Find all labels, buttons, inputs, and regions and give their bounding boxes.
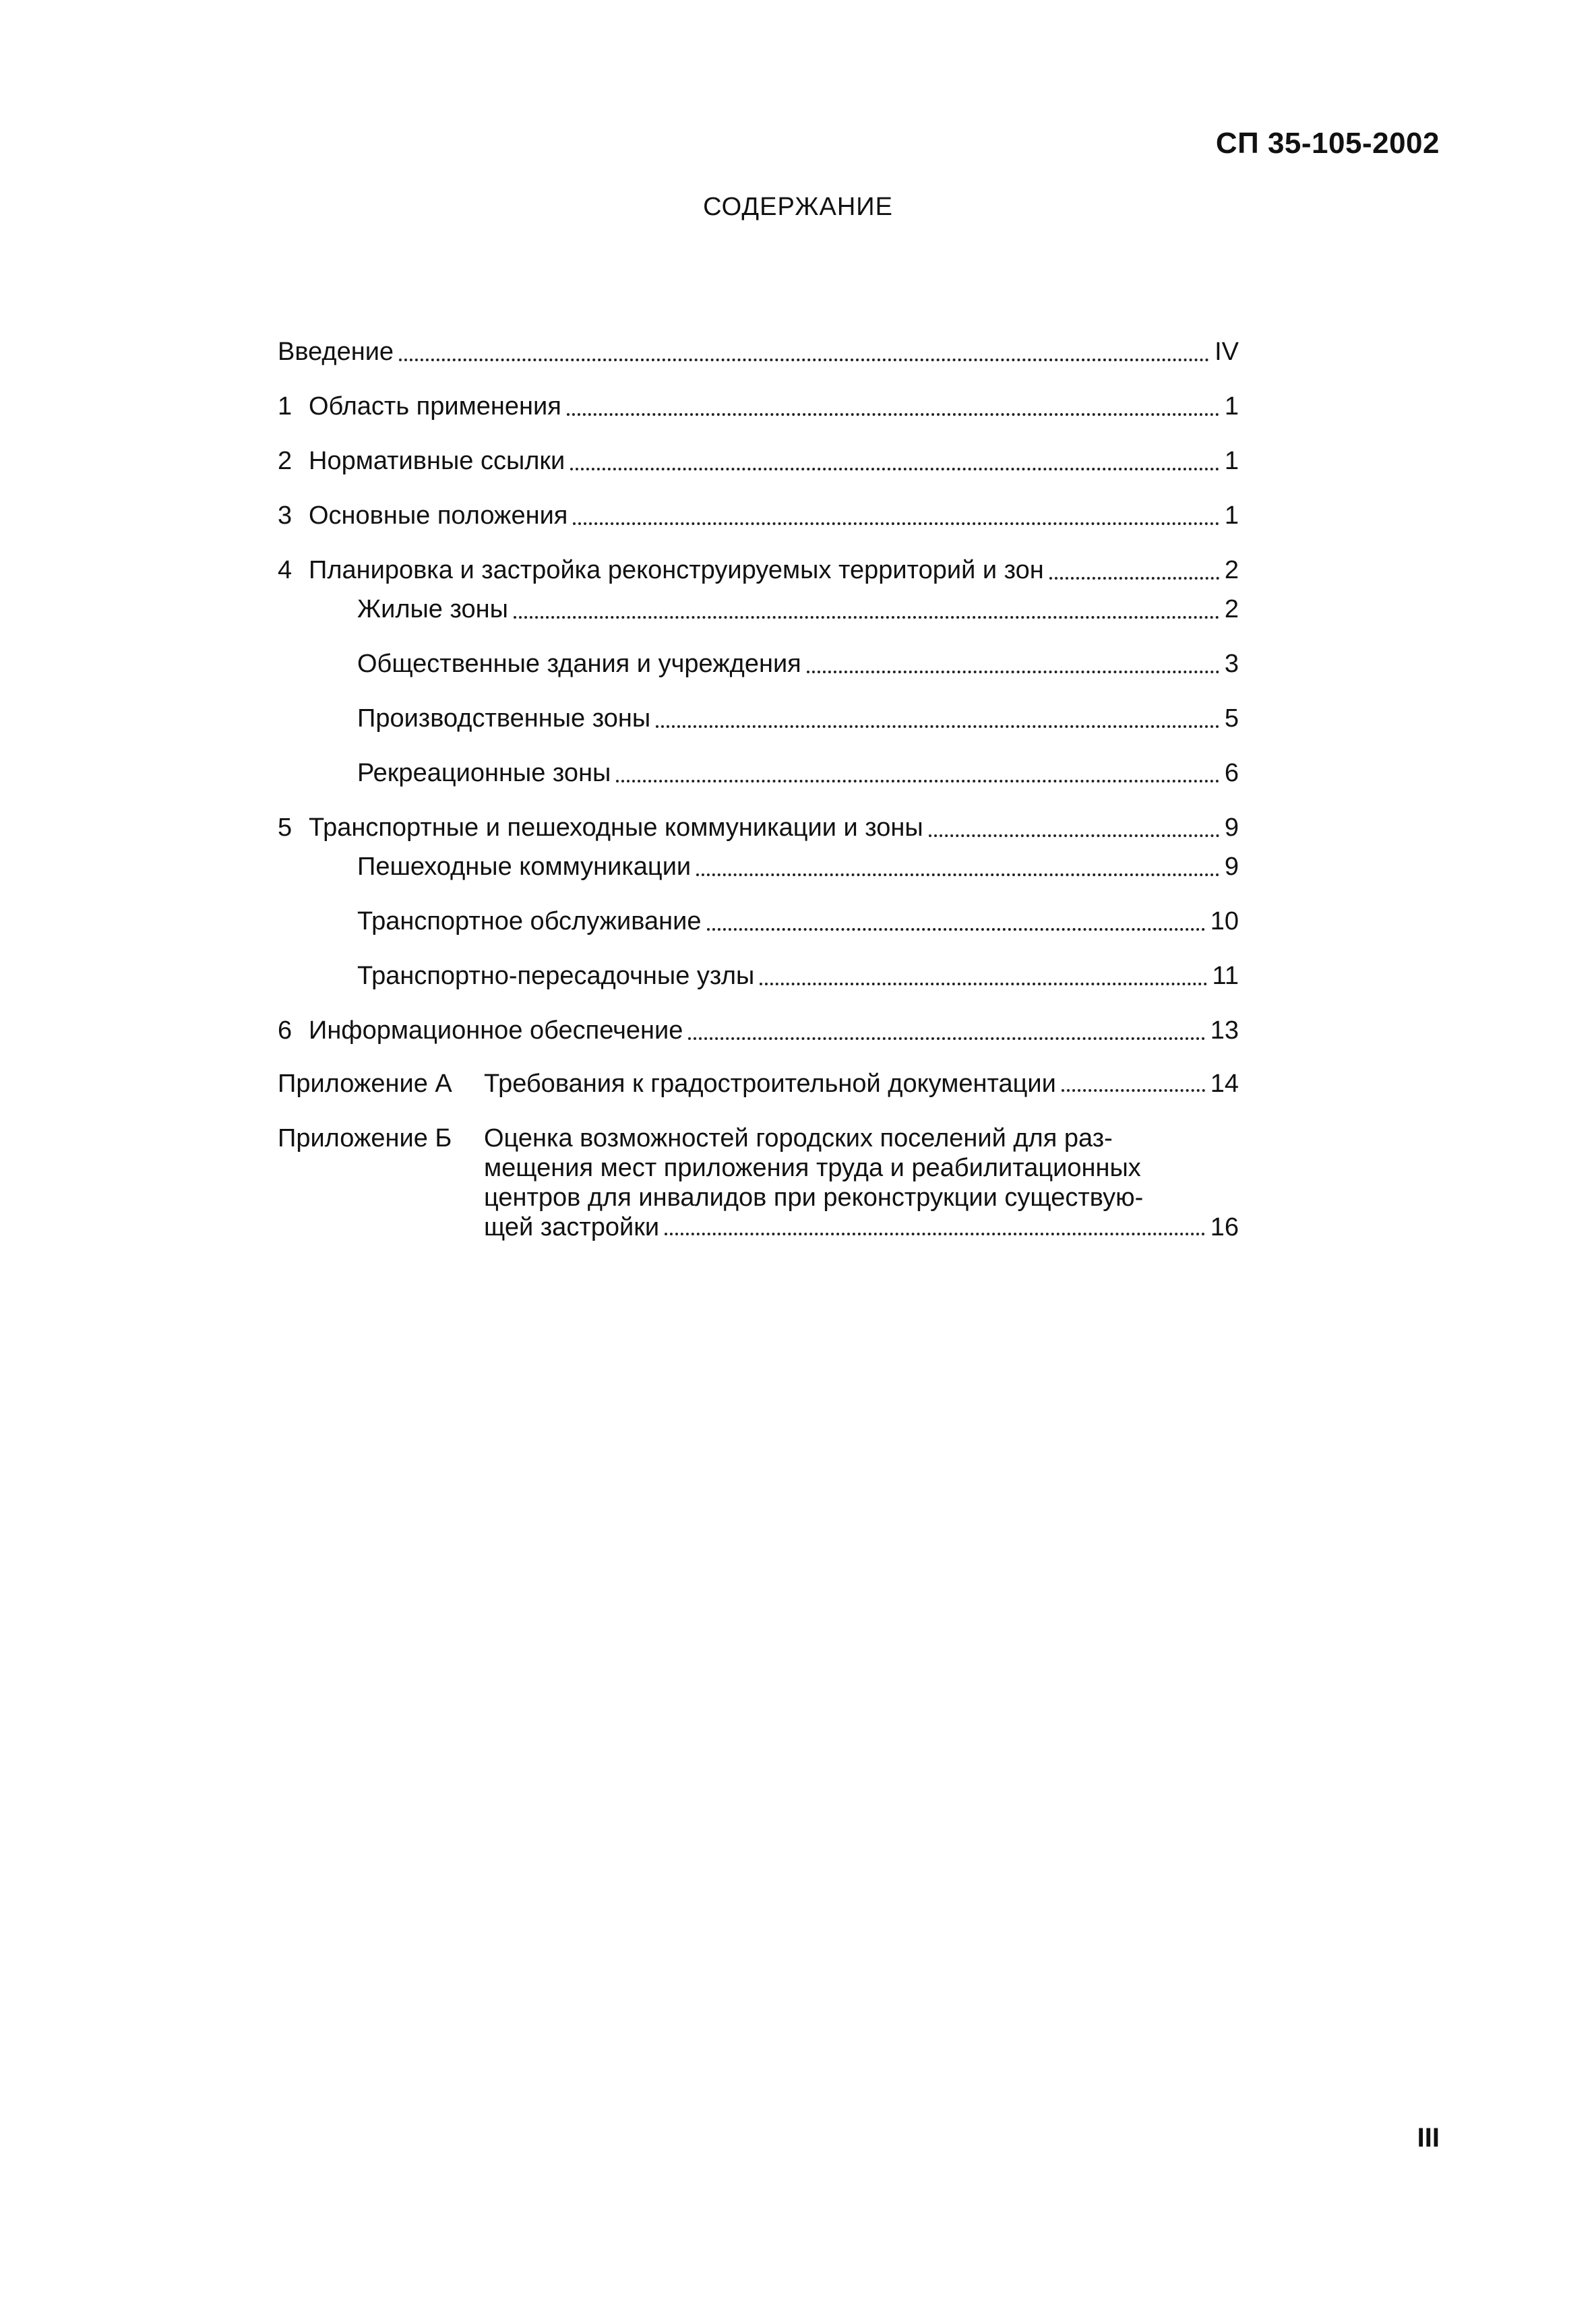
toc-page: 14: [1210, 1070, 1239, 1098]
dot-leader: [399, 359, 1209, 361]
toc-label: Жилые зоны: [357, 595, 508, 623]
toc-page: 2: [1224, 556, 1239, 584]
toc-label: Транспортно-пересадочные узлы: [357, 962, 755, 990]
dot-leader: [688, 1037, 1204, 1040]
toc-label: Основные положения: [309, 501, 568, 530]
appendix-line: мещения мест приложения труда и реабилитационных: [484, 1154, 1141, 1182]
toc-label: Нормативные ссылки: [309, 447, 565, 475]
dot-leader: [616, 780, 1219, 782]
toc-label: Общественные здания и учреждения: [357, 650, 801, 678]
appendix-line: [484, 1069, 1239, 1099]
toc-page: 3: [1224, 650, 1239, 678]
toc-page: 1: [1224, 501, 1239, 530]
toc-label: Производственные зоны: [357, 704, 651, 733]
dot-leader: [567, 413, 1219, 416]
toc-entry-4[interactable]: [278, 554, 1239, 586]
toc-label: Введение: [278, 338, 394, 366]
appendix-body: [484, 1069, 1239, 1099]
toc-label: Транспортное обслуживание: [357, 907, 702, 935]
appendix-line: Оценка возможностей городских поселений для раз-: [484, 1124, 1113, 1152]
toc-label: Пешеходные коммуникации: [357, 853, 692, 881]
toc-number: 6: [278, 1016, 293, 1045]
toc-page: 13: [1210, 1016, 1239, 1045]
table-of-contents: [278, 336, 1239, 1242]
toc-page: IV: [1215, 338, 1239, 366]
toc-entry-5[interactable]: [278, 811, 1239, 844]
toc-entry-5-2[interactable]: [278, 905, 1239, 937]
dot-leader: [707, 928, 1205, 931]
dot-leader: [514, 616, 1219, 619]
page-number: III: [1417, 2123, 1440, 2153]
dot-leader: [1049, 577, 1219, 580]
dot-leader: [656, 725, 1219, 728]
document-code: СП 35-105-2002: [1215, 127, 1440, 160]
toc-number: 4: [278, 556, 293, 584]
dot-leader: [807, 671, 1219, 673]
appendix-line: [484, 1212, 1239, 1242]
toc-entry-intro[interactable]: [278, 336, 1239, 368]
toc-entry-6[interactable]: [278, 1014, 1239, 1047]
toc-entry-appendix-a[interactable]: [278, 1069, 1239, 1099]
toc-entry-4-1[interactable]: [278, 593, 1239, 625]
toc-page: 6: [1224, 759, 1239, 787]
toc-page: 5: [1224, 704, 1239, 733]
toc-page: 16: [1210, 1213, 1239, 1241]
toc-label: Информационное обеспечение: [309, 1016, 683, 1045]
toc-page: 2: [1224, 595, 1239, 623]
toc-page: 10: [1210, 907, 1239, 935]
dot-leader: [929, 834, 1219, 837]
toc-page: 9: [1224, 813, 1239, 842]
toc-page: 9: [1224, 853, 1239, 881]
toc-entry-4-4[interactable]: [278, 757, 1239, 789]
appendix-label: Приложение А: [278, 1070, 452, 1098]
toc-label: щей застройки: [484, 1213, 660, 1241]
toc-label: Требования к градостроительной документации: [484, 1070, 1056, 1098]
toc-entry-3[interactable]: [278, 499, 1239, 532]
appendix-label: Приложение Б: [278, 1124, 452, 1152]
toc-label: Рекреационные зоны: [357, 759, 611, 787]
toc-entry-2[interactable]: [278, 445, 1239, 477]
dot-leader: [570, 468, 1219, 470]
appendix-line: центров для инвалидов при реконструкции существую-: [484, 1183, 1144, 1212]
toc-label: Область применения: [309, 392, 561, 421]
toc-page: 1: [1224, 392, 1239, 421]
toc-label: Транспортные и пешеходные коммуникации и зоны: [309, 813, 923, 842]
toc-entry-4-3[interactable]: [278, 702, 1239, 735]
page-title: СОДЕРЖАНИЕ: [703, 193, 893, 221]
toc-entry-1[interactable]: [278, 390, 1239, 423]
dot-leader: [665, 1233, 1205, 1235]
dot-leader: [573, 522, 1219, 525]
toc-label: Планировка и застройка реконструируемых территорий и зон: [309, 556, 1044, 584]
toc-number: 2: [278, 447, 293, 475]
toc-entry-5-1[interactable]: [278, 851, 1239, 883]
appendix-body: [484, 1124, 1239, 1242]
toc-number: 5: [278, 813, 293, 842]
toc-entry-5-3[interactable]: [278, 960, 1239, 992]
dot-leader: [696, 873, 1219, 876]
dot-leader: [760, 983, 1206, 985]
toc-number: 1: [278, 392, 293, 421]
toc-entry-appendix-b[interactable]: [278, 1124, 1239, 1242]
dot-leader: [1062, 1089, 1205, 1092]
toc-entry-4-2[interactable]: [278, 648, 1239, 680]
toc-number: 3: [278, 501, 293, 530]
toc-page: 11: [1212, 962, 1239, 990]
toc-page: 1: [1224, 447, 1239, 475]
